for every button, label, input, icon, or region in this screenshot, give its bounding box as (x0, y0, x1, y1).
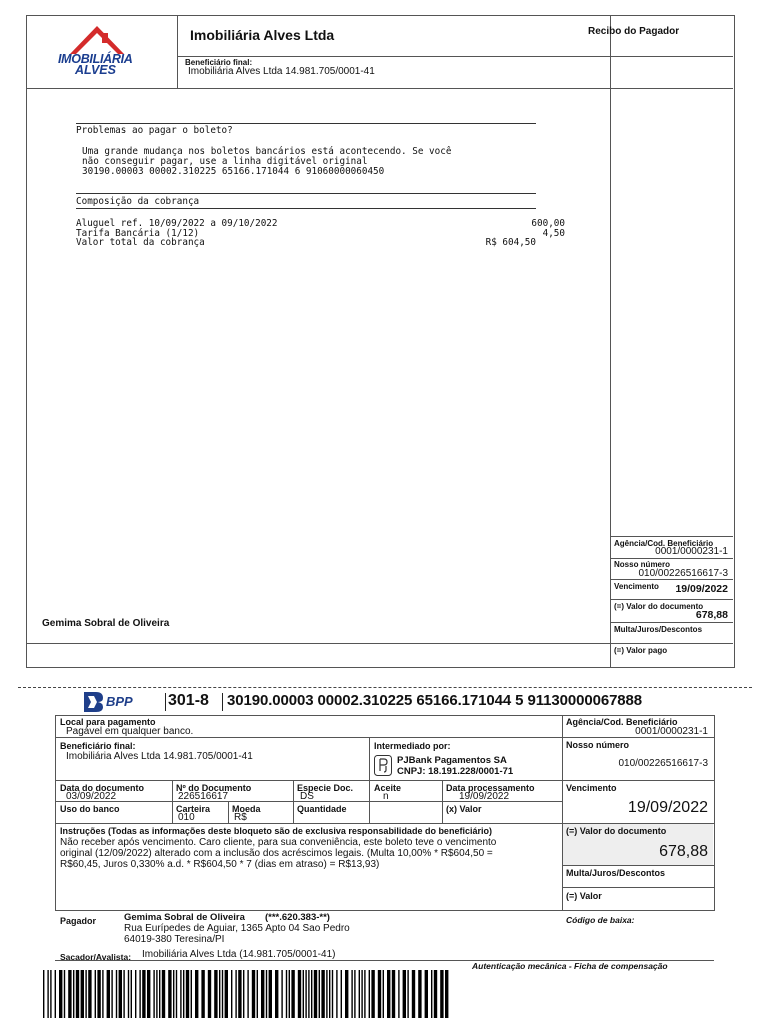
digitable-line: 30190.00003 00002.310225 65166.171044 5 91130000067888 (227, 692, 643, 709)
barcode-bar (403, 970, 406, 1018)
agency-value: 0001/0000231-1 (635, 726, 708, 737)
composition-total-value: R$ 604,50 (485, 237, 536, 248)
payer-address: Rua Eurípedes de Aguiar, 1365 Apto 04 Sao Pedro (124, 923, 350, 934)
barcode-bar (314, 970, 317, 1018)
processing-date-label: Data processamento (446, 783, 535, 793)
beneficiary-label: Beneficiário final: (185, 58, 253, 67)
barcode-bar (68, 970, 71, 1018)
divider (55, 823, 714, 824)
barcode-bar (243, 970, 244, 1018)
barcode-bar (261, 970, 264, 1018)
doc-kind-value: DS (300, 791, 314, 802)
barcode-bar (361, 970, 362, 1018)
barcode-bar (329, 970, 330, 1018)
paid-value-label: (=) Valor pago (614, 646, 668, 655)
barcode-bar (186, 970, 189, 1018)
instructions-line: Não receber após vencimento. Caro cliente, para sua conveniência, este boleto teve o vencimento (60, 837, 497, 848)
separator-rule (76, 123, 536, 124)
barcode-bar (392, 970, 395, 1018)
logo-text-line2: ALVES (75, 63, 116, 77)
drawer-value: Imobiliária Alves Ltda (14.981.705/0001-41) (142, 949, 336, 960)
doc-number-label: Nº do Documento (176, 783, 252, 793)
agency-value: 0001/0000231-1 (655, 546, 728, 557)
doc-value: 678,88 (695, 609, 728, 621)
barcode-bar (159, 970, 160, 1018)
barcode-bar (116, 970, 117, 1018)
barcode-bar (88, 970, 91, 1018)
payer-document: (***.620.383-**) (265, 912, 330, 923)
composition-item-value: 600,00 (531, 218, 565, 229)
payer-address: 64019-380 Teresina/PI (124, 934, 225, 945)
barcode-bar (398, 970, 399, 1018)
barcode-bar (431, 970, 432, 1018)
divider (55, 780, 714, 781)
divider (610, 536, 733, 537)
due-date-label: Vencimento (566, 783, 617, 793)
barcode-bar (359, 970, 360, 1018)
intermediary-cnpj: CNPJ: 18.191.228/0001-71 (397, 766, 514, 777)
logo-text-line1: IMOBILIÁRIA (58, 52, 133, 66)
barcode-bar (364, 970, 365, 1018)
divider (563, 887, 714, 888)
barcode-bar (176, 970, 177, 1018)
barcode-bar (225, 970, 228, 1018)
barcode-bar (425, 970, 428, 1018)
intermediary-label: Intermediado por: (374, 741, 451, 751)
barcode-bar (286, 970, 287, 1018)
barcode-bar (289, 970, 290, 1018)
barcode-bar (266, 970, 267, 1018)
our-number-label: Nosso número (614, 560, 671, 569)
barcode-bar (308, 970, 309, 1018)
divider (177, 56, 733, 57)
barcode-bar (231, 970, 232, 1018)
beneficiary-label: Beneficiário final: (60, 741, 136, 751)
bank-logo-icon (82, 692, 104, 712)
divider (26, 643, 733, 644)
receipt-title: Recibo do Pagador (588, 26, 680, 37)
cut-line (18, 687, 752, 688)
composition-item-value: 4,50 (542, 228, 565, 239)
barcode-bar (351, 970, 352, 1018)
beneficiary-value: Imobiliária Alves Ltda 14.981.705/0001-41 (188, 66, 375, 77)
payment-place-label: Local para pagamento (60, 717, 156, 727)
intermediary-name: PJBank Pagamentos SA (397, 755, 507, 766)
barcode-bar (238, 970, 241, 1018)
notice-line: não conseguir pagar, use a linha digitável original (82, 156, 368, 167)
divider (228, 801, 229, 823)
barcode-bar (440, 970, 443, 1018)
barcode-bar (168, 970, 171, 1018)
mechanical-auth-label: Autenticação mecânica - Ficha de compensação (472, 961, 668, 971)
barcode-bar (81, 970, 84, 1018)
bank-use-label: Uso do banco (60, 804, 120, 814)
instructions-title: Instruções (Todas as informações deste bloqueto são de exclusiva responsabilidade do beneficiário) (60, 826, 492, 836)
barcode-bar (354, 970, 355, 1018)
barcode-bar (135, 970, 136, 1018)
barcode-bar (311, 970, 312, 1018)
barcode-bar (147, 970, 150, 1018)
barcode-bar (119, 970, 122, 1018)
barcode-bar (85, 970, 86, 1018)
due-date-label: Vencimento (614, 582, 659, 591)
barcode-bar (275, 970, 278, 1018)
barcode-bar (383, 970, 384, 1018)
barcode-bar (247, 970, 248, 1018)
divider (610, 599, 733, 600)
divider (610, 579, 733, 580)
barcode-bar (50, 970, 51, 1018)
barcode-bar (319, 970, 320, 1018)
barcode-bar (336, 970, 337, 1018)
barcode-bar (445, 970, 448, 1018)
instructions-line: original (12/09/2022) alterado com a inclusão dos acréscimos legais. (Multa 10,00% * R$604,50 = (60, 848, 493, 859)
beneficiary-value: Imobiliária Alves Ltda 14.981.705/0001-41 (66, 751, 253, 762)
barcode-bar (97, 970, 100, 1018)
barcode-bar (222, 970, 223, 1018)
barcode-bar (321, 970, 324, 1018)
accept-label: Aceite (374, 783, 402, 793)
bank-code: 301-8 (168, 692, 209, 709)
barcode-bar (418, 970, 421, 1018)
currency-label: Moeda (232, 804, 261, 814)
barcode-bar (257, 970, 258, 1018)
divider (177, 15, 178, 88)
due-date-value: 19/09/2022 (675, 583, 728, 595)
barcode-bar (219, 970, 220, 1018)
divider (222, 693, 223, 711)
barcode-bar (76, 970, 79, 1018)
instructions-line: R$60,45, Juros 0,330% a.d. * R$604,50 * 7 (dias em atraso) = R$13,93) (60, 859, 380, 870)
doc-value: 678,88 (659, 843, 708, 860)
barcode-bar (407, 970, 408, 1018)
payer-name: Gemima Sobral de Oliveira (124, 912, 245, 923)
composition-item-label: Tarifa Bancária (1/12) (76, 228, 200, 239)
composition-total-label: Valor total da cobrança (76, 237, 205, 248)
doc-date-value: 03/09/2022 (66, 791, 117, 802)
accept-value: n (383, 791, 389, 802)
doc-kind-label: Especie Doc. (297, 783, 354, 793)
divider (55, 801, 563, 802)
barcode-bar (153, 970, 154, 1018)
agency-label: Agência/Cod. Beneficiário (566, 717, 678, 727)
barcode-bar (332, 970, 333, 1018)
barcode-bar (371, 970, 374, 1018)
barcode-bar (139, 970, 140, 1018)
bank-logo-text: BPP (106, 694, 133, 709)
payment-place-value: Pagável em qualquer banco. (66, 726, 194, 737)
barcode-bar (73, 970, 74, 1018)
divider (55, 737, 714, 738)
barcode-bar (195, 970, 198, 1018)
composition-title: Composição da cobrança (76, 196, 200, 207)
our-number-value: 010/00226516617-3 (618, 758, 708, 769)
barcode-bar (305, 970, 306, 1018)
barcode-bar (214, 970, 217, 1018)
barcode-bar (412, 970, 415, 1018)
wallet-label: Carteira (176, 804, 211, 814)
our-number-label: Nosso número (566, 740, 630, 750)
divider (610, 558, 733, 559)
payer-label: Pagador (60, 916, 97, 926)
barcode-bar (201, 970, 204, 1018)
divider (26, 88, 733, 89)
barcode-bar (128, 970, 129, 1018)
doc-number-value: 226516617 (178, 791, 229, 802)
barcode-bar (180, 970, 181, 1018)
processing-date-value: 19/09/2022 (459, 791, 510, 802)
barcode-bar (326, 970, 327, 1018)
barcode-bar (434, 970, 437, 1018)
barcode-bar (281, 970, 282, 1018)
divider (369, 737, 370, 781)
barcode-bar (59, 970, 62, 1018)
agency-label: Agência/Cod. Beneficiário (614, 539, 714, 548)
currency-value: R$ (234, 812, 247, 823)
barcode-bar (95, 970, 96, 1018)
barcode-bar (102, 970, 103, 1018)
barcode-bar (269, 970, 272, 1018)
pjbank-logo-icon (374, 755, 392, 776)
company-logo-icon (55, 22, 155, 56)
barcode-bar (191, 970, 192, 1018)
drawer-label: Sacador/Avalista: (60, 952, 132, 962)
doc-value-label: (=) Valor do documento (566, 826, 667, 836)
company-name: Imobiliária Alves Ltda (190, 27, 335, 43)
notice-title: Problemas ao pagar o boleto? (76, 125, 233, 136)
barcode-bar (291, 970, 294, 1018)
separator-rule (76, 193, 536, 194)
value-x-label: (x) Valor (446, 804, 482, 814)
barcode-bar (208, 970, 211, 1018)
barcode-bar (235, 970, 236, 1018)
quantity-label: Quantidade (297, 804, 347, 814)
notice-line: 30190.00003 00002.310225 65166.171044 6 91060000060450 (82, 166, 385, 177)
barcode-bar (387, 970, 390, 1018)
divider (165, 693, 166, 711)
barcode-bar (156, 970, 157, 1018)
barcode-bar (173, 970, 174, 1018)
value-label: (=) Valor (566, 891, 602, 901)
doc-date-label: Data do documento (60, 783, 145, 793)
barcode-bar (107, 970, 110, 1018)
barcode-bar (47, 970, 48, 1018)
wallet-value: 010 (178, 812, 195, 823)
due-date-value: 19/09/2022 (627, 799, 708, 816)
fees-label: Multa/Juros/Descontos (566, 868, 666, 878)
barcode-bar (183, 970, 184, 1018)
barcode (43, 970, 451, 1018)
barcode-bar (123, 970, 124, 1018)
barcode-bar (298, 970, 301, 1018)
barcode-bar (111, 970, 112, 1018)
doc-value-label: (=) Valor do documento (614, 602, 704, 611)
barcode-bar (345, 970, 348, 1018)
barcode-bar (341, 970, 342, 1018)
divider (563, 865, 714, 866)
write-off-label: Código de baixa: (566, 915, 635, 925)
barcode-bar (303, 970, 304, 1018)
notice-line: Uma grande mudança nos boletos bancários está acontecendo. Se você (82, 146, 452, 157)
barcode-bar (162, 970, 165, 1018)
barcode-bar (131, 970, 132, 1018)
separator-rule (76, 208, 536, 209)
barcode-bar (64, 970, 65, 1018)
composition-item-label: Aluguel ref. 10/09/2022 a 09/10/2022 (76, 218, 278, 229)
barcode-bar (378, 970, 381, 1018)
divider (610, 622, 733, 623)
barcode-bar (43, 970, 44, 1018)
barcode-bar (55, 970, 56, 1018)
barcode-bar (142, 970, 145, 1018)
barcode-bar (369, 970, 370, 1018)
payer-name: Gemima Sobral de Oliveira (42, 618, 170, 629)
our-number-value: 010/00226516617-3 (638, 568, 728, 579)
barcode-bar (252, 970, 255, 1018)
fees-label: Multa/Juros/Descontos (614, 625, 703, 634)
